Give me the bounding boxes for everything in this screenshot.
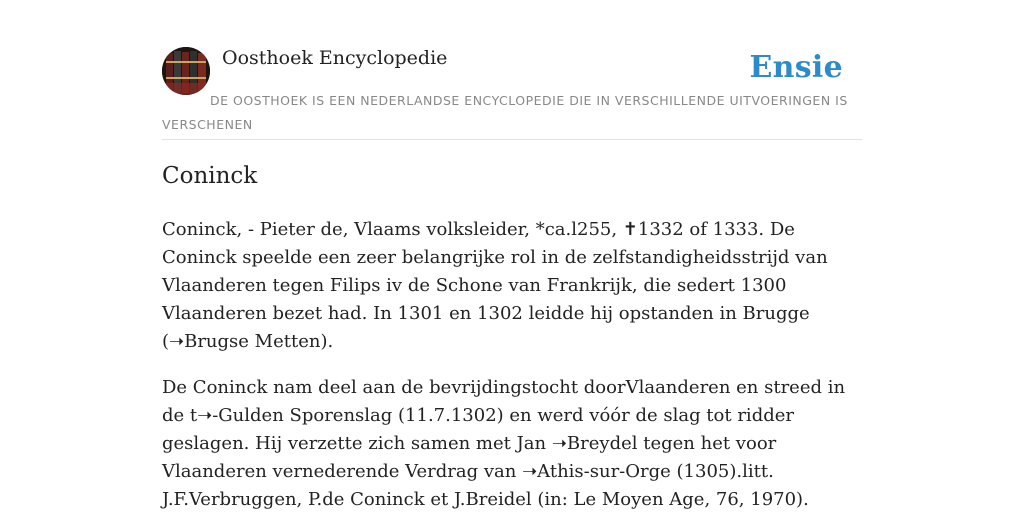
page-title: Coninck	[162, 163, 258, 189]
avatar[interactable]	[162, 47, 210, 95]
header-divider	[162, 139, 862, 140]
site-tagline: DE OOSTHOEK IS EEN NEDERLANDSE ENCYCLOPEDIE DIE IN VERSCHILLENDE UITVOERINGEN IS VERSCHENEN	[162, 93, 848, 132]
article-paragraph: Coninck, - Pieter de, Vlaams volksleider, *ca.l255, ✝1332 of 1333. De Coninck speelde een zeer belangrijke rol in de zelfstandigheidsstrijd van Vlaanderen tegen Filips iv de Schone van Frankrijk, die sedert 1300 Vlaanderen bezet had. In 1301 en 1302 leidde hij opstanden in Brugge (➝Brugse Metten).	[162, 219, 828, 352]
article-body	[162, 216, 866, 532]
site-title[interactable]: Oosthoek Encyclopedie	[222, 47, 448, 69]
article-paragraph: De Coninck nam deel aan de bevrijdingstocht doorVlaanderen en streed in de t➝-Gulden Sporenslag (11.7.1302) en werd vóór de slag tot ridder geslagen. Hij verzette zich samen met Jan ➝Breydel tegen het voor Vlaanderen vernederende Verdrag van ➝Athis-sur-Orge (1305).litt. J.F.Verbruggen, P.de Coninck et J.Breidel (in: Le Moyen Age, 76, 1970).	[162, 377, 846, 510]
brand-logo[interactable]: Ensie	[749, 50, 843, 85]
book-spines-icon	[162, 47, 210, 95]
